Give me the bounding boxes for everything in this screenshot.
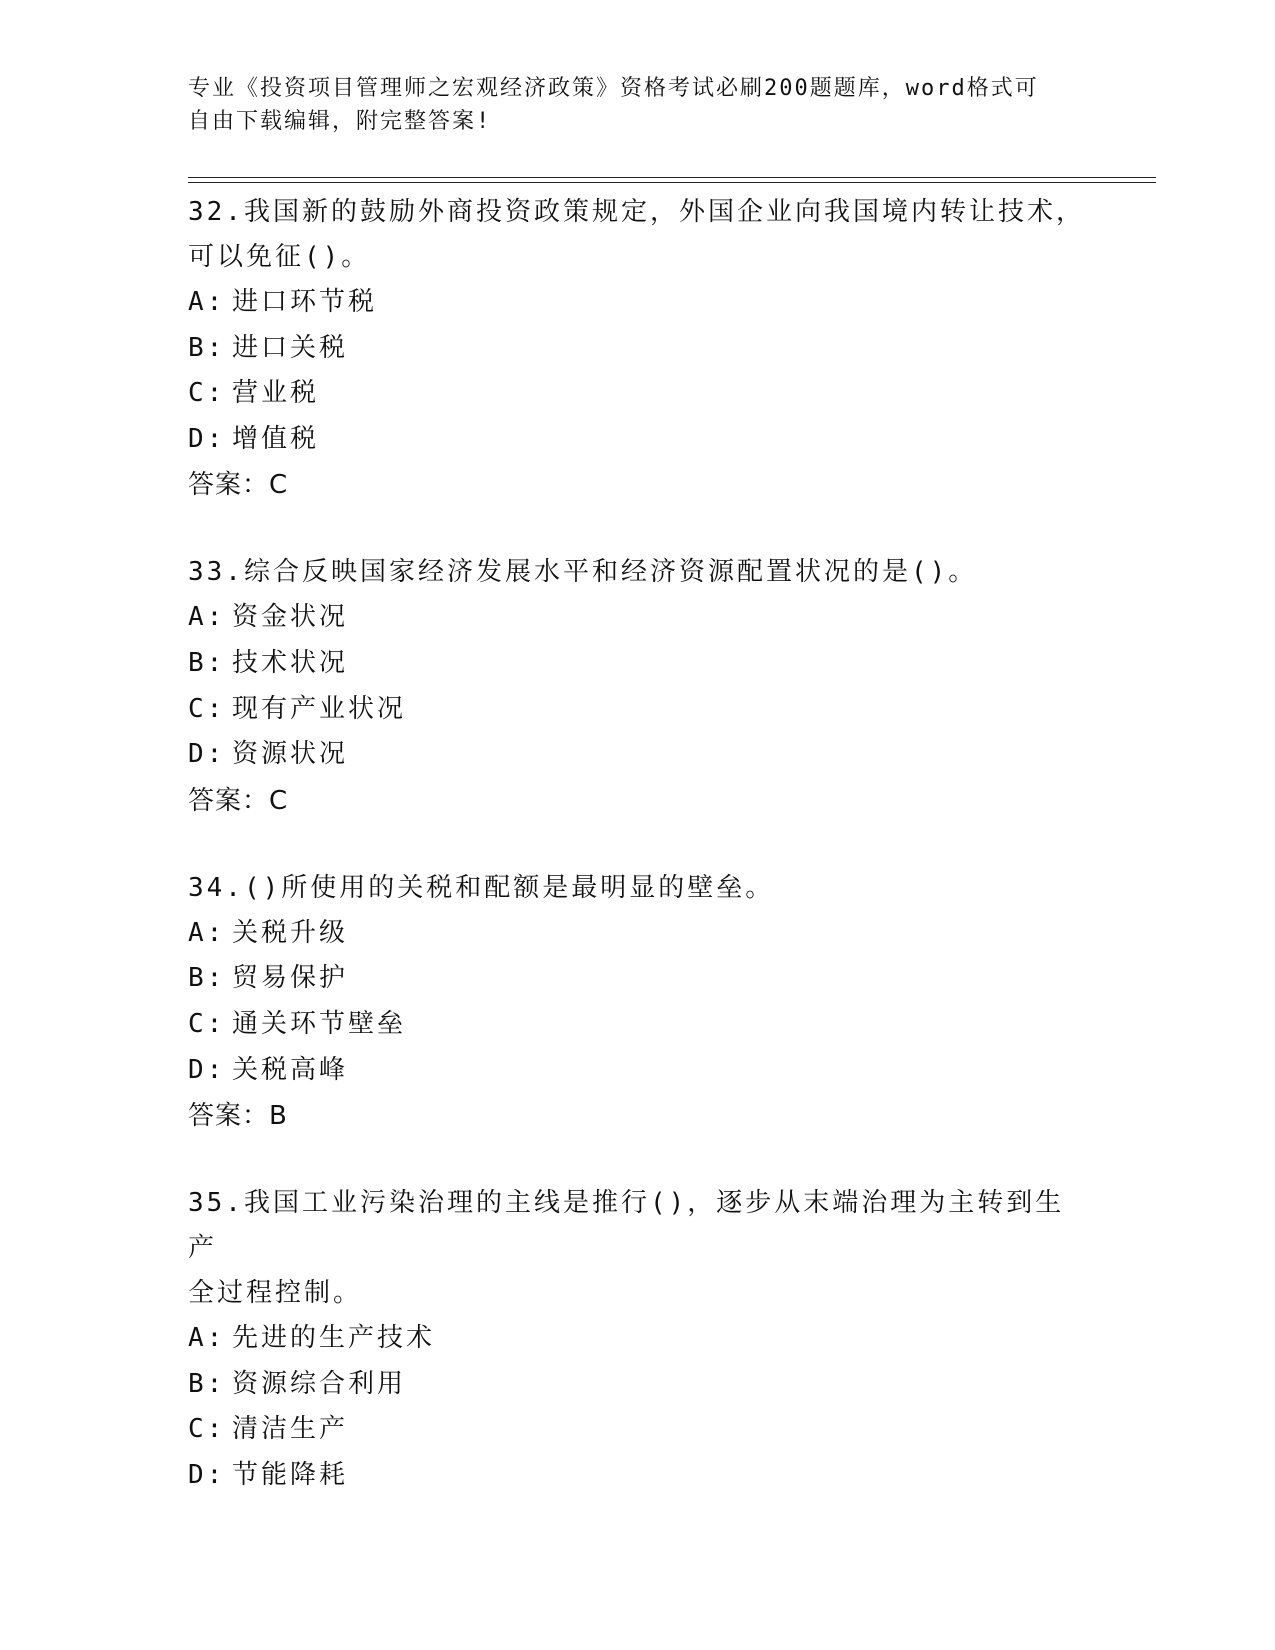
option-text: 节能降耗 [232, 1459, 349, 1490]
header-divider-bottom [188, 182, 1156, 183]
option-a [188, 911, 1088, 957]
question-stem: 34.()所使用的关税和配额是最明显的壁垒。 [188, 872, 775, 903]
option-text: 先进的生产技术 [232, 1323, 436, 1354]
option-text: 技术状况 [232, 647, 349, 678]
option-key: D: [188, 423, 226, 454]
option-a [188, 595, 1088, 641]
option-d [188, 1048, 1088, 1094]
header-divider-top [188, 177, 1156, 178]
option-key: C: [188, 693, 226, 724]
question-35 [188, 1181, 1088, 1498]
option-text: 进口环节税 [232, 287, 378, 317]
option-text: 资源综合利用 [232, 1368, 407, 1399]
question-32 [188, 190, 1088, 508]
option-text: 资金状况 [232, 602, 349, 633]
option-text: 关税升级 [232, 917, 349, 948]
option-d [188, 732, 1088, 778]
question-stem-continued: 全过程控制。 [188, 1278, 363, 1309]
question-33 [188, 550, 1088, 823]
option-a [188, 1316, 1088, 1362]
option-key: A: [188, 602, 226, 633]
option-a [188, 280, 1088, 326]
option-text: 现有产业状况 [232, 693, 407, 724]
question-34 [188, 866, 1088, 1139]
answer-line: 答案：C [188, 470, 289, 501]
question-list [188, 190, 1088, 1541]
option-c [188, 1407, 1088, 1453]
option-text: 关税高峰 [232, 1054, 349, 1085]
option-c [188, 1002, 1088, 1048]
option-text: 营业税 [232, 378, 320, 409]
option-key: D: [188, 1054, 226, 1085]
option-key: B: [188, 963, 226, 994]
option-b [188, 956, 1088, 1002]
option-text: 增值税 [232, 423, 320, 454]
question-stem: 33.综合反映国家经济发展水平和经济资源配置状况的是()。 [188, 557, 978, 588]
option-c [188, 687, 1088, 733]
option-key: C: [188, 1414, 226, 1445]
option-text: 进口关税 [232, 332, 349, 363]
option-b [188, 1362, 1088, 1408]
answer-line: 答案：B [188, 1101, 288, 1132]
option-text: 清洁生产 [232, 1414, 349, 1445]
option-key: A: [188, 917, 226, 948]
option-b [188, 641, 1088, 687]
option-key: A: [188, 1323, 226, 1354]
option-key: B: [188, 647, 226, 678]
option-key: B: [188, 1368, 226, 1399]
question-stem: 35.我国工业污染治理的主线是推行()，逐步从末端治理为主转到生产 [188, 1188, 1065, 1264]
option-key: C: [188, 378, 226, 409]
option-b [188, 326, 1088, 372]
option-d [188, 417, 1088, 463]
option-text: 资源状况 [232, 739, 349, 770]
option-text: 通关环节壁垒 [232, 1008, 407, 1039]
question-stem-continued: 可以免征()。 [188, 242, 371, 272]
option-d [188, 1453, 1088, 1499]
option-c [188, 371, 1088, 417]
option-key: D: [188, 739, 226, 770]
option-key: B: [188, 332, 226, 363]
header-line-1: 专业《投资项目管理师之宏观经济政策》资格考试必刷200题题库，word格式可 [188, 76, 1039, 101]
option-key: A: [188, 287, 226, 317]
header-line-2: 自由下载编辑，附完整答案! [188, 109, 492, 134]
option-key: C: [188, 1008, 226, 1039]
document-header [188, 72, 1068, 138]
option-text: 贸易保护 [232, 963, 349, 994]
answer-line: 答案：C [188, 785, 289, 816]
option-key: D: [188, 1459, 226, 1490]
question-stem: 32.我国新的鼓励外商投资政策规定，外国企业向我国境内转让技术， [188, 197, 1085, 227]
